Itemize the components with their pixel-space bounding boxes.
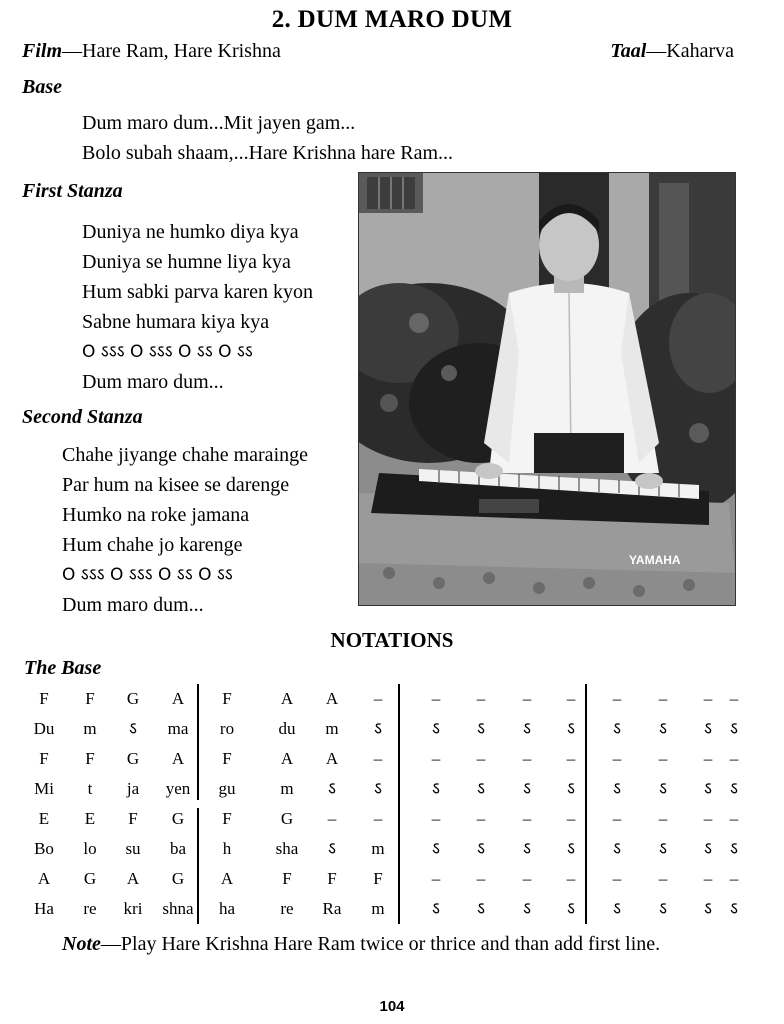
- notation-cell: –: [431, 689, 441, 708]
- notation-cell: F: [39, 689, 49, 708]
- notation-cell: E: [84, 809, 96, 828]
- notation-cell: ऽ: [730, 839, 738, 859]
- lyric-line: Dum maro dum...Mit jayen gam...: [82, 112, 356, 134]
- notation-cell: ऽ: [523, 779, 531, 799]
- film-label: Film: [22, 40, 63, 62]
- notation-cell: ऽ: [374, 719, 382, 739]
- notation-cell: –: [612, 689, 622, 708]
- notation-cell: ऽ: [659, 779, 667, 799]
- taal-info: [610, 40, 734, 63]
- first-stanza-heading: First Stanza: [22, 180, 123, 202]
- notation-cell: ऽ: [613, 779, 621, 799]
- notation-cell: –: [327, 809, 337, 828]
- notation-cell: ऽ: [328, 839, 336, 859]
- notations-heading: NOTATIONS: [330, 628, 454, 652]
- notation-cell: sha: [275, 839, 299, 858]
- notation-cell: ऽ: [613, 719, 621, 739]
- notation-cell: Bo: [34, 839, 54, 858]
- notation-cell: –: [566, 809, 576, 828]
- notation-cell: Ra: [322, 899, 342, 918]
- notation-cell: ऽ: [567, 779, 575, 799]
- notation-cell: –: [373, 809, 383, 828]
- note-label: Note: [62, 933, 101, 955]
- notation-row: [22, 684, 744, 714]
- notation-row: [22, 864, 744, 894]
- notation-cell: F: [39, 749, 49, 768]
- notation-cell: ऽ: [567, 899, 575, 919]
- notation-cell: G: [280, 809, 294, 828]
- notation-cell: –: [522, 749, 532, 768]
- notation-cell: ro: [219, 719, 235, 738]
- notation-cell: Mi: [34, 779, 54, 798]
- notation-cell: ऽ: [523, 899, 531, 919]
- notation-cell: ऽ: [523, 839, 531, 859]
- notation-cell: ऽ: [730, 779, 738, 799]
- page-number: 104: [379, 998, 405, 1015]
- notation-cell: lo: [83, 839, 97, 858]
- notation-cell: ma: [167, 719, 189, 738]
- second-stanza-heading: Second Stanza: [22, 406, 143, 428]
- notation-cell: ऽ: [704, 719, 712, 739]
- notation-cell: F: [128, 809, 138, 828]
- lyric-line: O ऽऽऽ O ऽऽऽ O ऽऽ O ऽऽ: [62, 565, 233, 585]
- notation-cell: –: [658, 869, 668, 888]
- film-info: [22, 40, 281, 63]
- notation-cell: –: [476, 689, 486, 708]
- lyric-line: Dum maro dum...: [62, 594, 204, 616]
- lyric-line: Bolo subah shaam,...Hare Krishna hare Ram...: [82, 142, 454, 164]
- base-lyrics: [82, 108, 453, 168]
- notation-cell: –: [703, 749, 713, 768]
- notation-cell: ऽ: [432, 779, 440, 799]
- notation-cell: m: [371, 899, 385, 918]
- notation-cell: A: [37, 869, 51, 888]
- notation-row: [22, 744, 744, 774]
- notation-cell: ऽ: [613, 899, 621, 919]
- notation-cell: –: [476, 809, 486, 828]
- notation-cell: –: [373, 689, 383, 708]
- base-heading: Base: [22, 76, 62, 98]
- notation-cell: ऽ: [432, 719, 440, 739]
- notation-cell: ऽ: [477, 719, 485, 739]
- notation-row: [22, 834, 744, 864]
- film-value: —Hare Ram, Hare Krishna: [62, 40, 281, 62]
- notation-cell: ऽ: [477, 839, 485, 859]
- lyric-line: Hum sabki parva karen kyon: [82, 281, 314, 303]
- notation-cell: ऽ: [704, 779, 712, 799]
- notation-cell: F: [282, 869, 292, 888]
- notation-cell: ऽ: [477, 779, 485, 799]
- notation-cell: t: [87, 779, 93, 798]
- notation-cell: –: [476, 869, 486, 888]
- notation-cell: –: [373, 749, 383, 768]
- notation-cell: –: [566, 689, 576, 708]
- notation-cell: Du: [33, 719, 55, 738]
- notation-cell: re: [280, 899, 294, 918]
- notation-cell: gu: [218, 779, 236, 798]
- notation-cell: ऽ: [659, 839, 667, 859]
- notation-cell: ऽ: [613, 839, 621, 859]
- notation-cell: m: [280, 779, 294, 798]
- notation-cell: yen: [165, 779, 191, 798]
- lyric-line: Chahe jiyange chahe marainge: [62, 444, 308, 466]
- notation-cell: –: [566, 869, 576, 888]
- notation-cell: –: [476, 749, 486, 768]
- notation-cell: G: [83, 869, 97, 888]
- the-base-heading: The Base: [24, 657, 102, 679]
- note-text: —Play Hare Krishna Hare Ram twice or thrice and than add first line.: [100, 933, 661, 955]
- notation-cell: kri: [123, 899, 143, 918]
- notation-cell: –: [729, 749, 739, 768]
- notation-cell: ऽ: [730, 719, 738, 739]
- notation-cell: ऽ: [523, 719, 531, 739]
- notation-cell: ba: [169, 839, 187, 858]
- lyric-line: Humko na roke jamana: [62, 504, 250, 526]
- notation-cell: re: [83, 899, 97, 918]
- notation-cell: A: [171, 749, 185, 768]
- notation-cell: ऽ: [374, 779, 382, 799]
- notation-cell: G: [126, 749, 140, 768]
- notation-grid: [22, 684, 744, 924]
- lyric-line: O ऽऽऽ O ऽऽऽ O ऽऽ O ऽऽ: [82, 342, 253, 362]
- notation-cell: –: [431, 869, 441, 888]
- notation-cell: ऽ: [730, 899, 738, 919]
- notation-cell: –: [431, 809, 441, 828]
- notation-cell: ऽ: [567, 839, 575, 859]
- notation-cell: ऽ: [432, 839, 440, 859]
- notation-cell: ऽ: [129, 719, 137, 739]
- lyric-line: Par hum na kisee se darenge: [62, 474, 290, 496]
- notation-cell: F: [85, 689, 95, 708]
- notation-cell: –: [658, 749, 668, 768]
- keyboard-player-photo: [358, 172, 736, 606]
- lyric-line: Duniya se humne liya kya: [82, 251, 291, 273]
- notation-row: [22, 894, 744, 924]
- notation-cell: G: [171, 869, 185, 888]
- notation-cell: ऽ: [704, 899, 712, 919]
- notation-cell: A: [280, 749, 294, 768]
- notation-cell: m: [83, 719, 97, 738]
- lyric-line: Sabne humara kiya kya: [82, 311, 270, 333]
- lyric-line: Dum maro dum...: [82, 371, 224, 393]
- notation-cell: F: [85, 749, 95, 768]
- notation-cell: A: [220, 869, 234, 888]
- first-stanza-lyrics: [82, 217, 313, 397]
- notation-cell: F: [373, 869, 383, 888]
- notation-cell: –: [612, 809, 622, 828]
- notation-cell: –: [612, 749, 622, 768]
- notation-row: [22, 714, 744, 744]
- notation-cell: ha: [218, 899, 236, 918]
- notation-cell: ऽ: [477, 899, 485, 919]
- note-paragraph: [22, 930, 736, 958]
- notation-cell: shna: [162, 899, 194, 918]
- keyboard-brand-label: YAMAHA: [629, 553, 681, 567]
- notation-cell: A: [126, 869, 140, 888]
- notation-cell: m: [371, 839, 385, 858]
- notation-cell: –: [658, 809, 668, 828]
- notation-cell: –: [703, 809, 713, 828]
- notation-cell: du: [278, 719, 296, 738]
- notation-cell: G: [126, 689, 140, 708]
- notation-cell: –: [612, 869, 622, 888]
- notation-cell: ऽ: [659, 719, 667, 739]
- notation-cell: –: [522, 869, 532, 888]
- notation-cell: G: [171, 809, 185, 828]
- notation-cell: ऽ: [328, 779, 336, 799]
- notation-row: [22, 774, 744, 804]
- lyric-line: Hum chahe jo karenge: [62, 534, 243, 556]
- notation-cell: A: [325, 749, 339, 768]
- photo-illustration: [359, 173, 735, 605]
- lyric-line: Duniya ne humko diya kya: [82, 221, 299, 243]
- notation-cell: –: [658, 689, 668, 708]
- notation-cell: –: [729, 809, 739, 828]
- notation-cell: A: [171, 689, 185, 708]
- notation-cell: A: [325, 689, 339, 708]
- notation-cell: ऽ: [659, 899, 667, 919]
- notation-row: [22, 804, 744, 834]
- notation-cell: –: [703, 869, 713, 888]
- second-stanza-lyrics: [62, 440, 308, 620]
- notation-cell: –: [729, 689, 739, 708]
- notation-cell: F: [327, 869, 337, 888]
- notation-cell: F: [222, 809, 232, 828]
- notation-cell: ऽ: [567, 719, 575, 739]
- notation-cell: Ha: [34, 899, 54, 918]
- notation-cell: –: [729, 869, 739, 888]
- notation-cell: –: [703, 689, 713, 708]
- notation-cell: E: [38, 809, 50, 828]
- notation-cell: F: [222, 689, 232, 708]
- notation-cell: A: [280, 689, 294, 708]
- taal-label: Taal: [610, 40, 647, 62]
- notation-cell: m: [325, 719, 339, 738]
- notation-cell: –: [522, 689, 532, 708]
- notation-cell: –: [431, 749, 441, 768]
- notation-cell: ja: [126, 779, 140, 798]
- notation-cell: su: [125, 839, 141, 858]
- notation-cell: –: [522, 809, 532, 828]
- taal-value: —Kaharva: [646, 40, 734, 62]
- notation-cell: ऽ: [432, 899, 440, 919]
- song-title: 2. DUM MARO DUM: [271, 6, 513, 33]
- notation-cell: ऽ: [704, 839, 712, 859]
- notation-cell: –: [566, 749, 576, 768]
- notation-cell: h: [222, 839, 232, 858]
- notation-cell: F: [222, 749, 232, 768]
